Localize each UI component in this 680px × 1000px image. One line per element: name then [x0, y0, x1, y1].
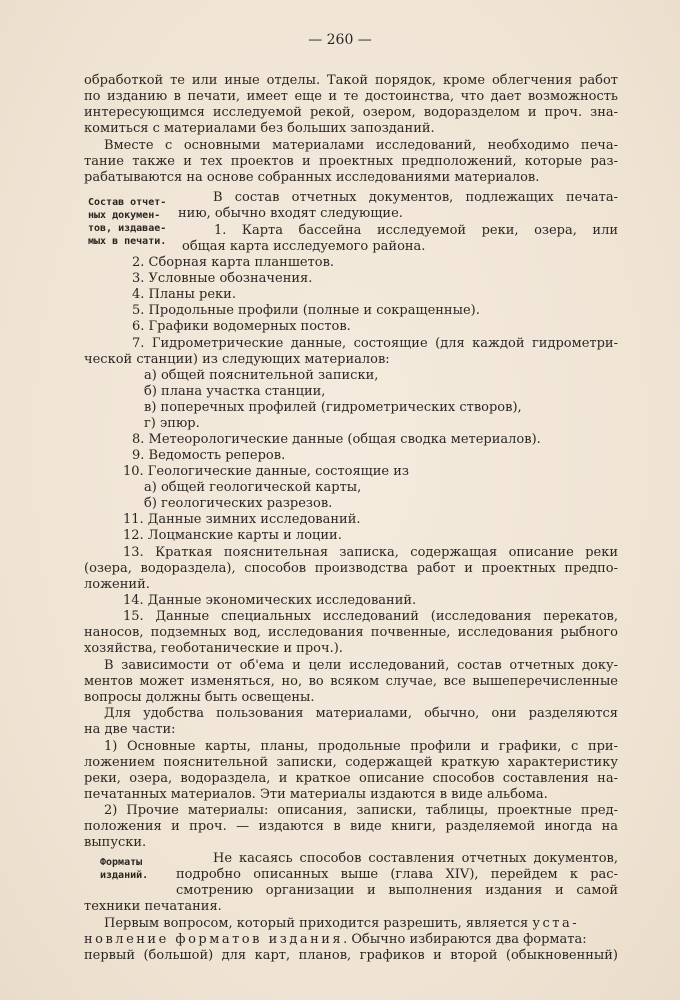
margin-note-sostav: Состав отчет- ных докумен- тов, издавае- мых в печати. — [88, 197, 167, 247]
text-line: Вместе с основными материалами исследований, необходимо печа- — [104, 138, 618, 153]
list-item: 8. Метеорологические данные (общая сводка метериалов). — [132, 432, 541, 447]
text-line: смотрению организации и выполнения издания и самой — [176, 883, 618, 898]
list-subitem: а) общей пояснительной записки, — [144, 368, 379, 383]
text-line: обработкой те или иные отделы. Такой порядок, кроме облегчения работ — [84, 73, 618, 88]
list-item: 13. Краткая пояснительная записка, содержащая описание реки — [123, 545, 618, 560]
text-line: положения и проч. — издаются в виде книги, разделяемой иногда на — [84, 819, 618, 834]
text-line: техники печатания. — [84, 899, 222, 914]
page-number: — 260 — — [308, 32, 372, 48]
text-line: первый (большой) для карт, планов, графиков и второй (обыкновенный) — [84, 948, 618, 963]
text-line: интересующимся исследуемой рекой, озером, водоразделом и проч. зна- — [84, 105, 618, 120]
list-item: 14. Данные экономических исследований. — [123, 593, 417, 608]
list-item: (озера, водораздела), способов производства работ и проектных предпо- — [84, 561, 618, 576]
list-item: хозяйства, геоботанические и проч.). — [84, 641, 343, 656]
text-line: ментов может изменяться, но, во всяком случае, все вышеперечисленные — [84, 674, 618, 689]
list-item: 15. Данные специальных исследований (исследования перекатов, — [123, 609, 618, 624]
list-item: 5. Продольные профили (полные и сокращенные). — [132, 303, 480, 318]
list-item: общая карта исследуемого района. — [182, 239, 426, 254]
text-line: вопросы должны быть освещены. — [84, 690, 315, 705]
text-line: реки, озера, водораздела, и краткое описание способов составления на- — [84, 771, 618, 786]
list-item: ложений. — [84, 577, 150, 592]
text-line: Для удобства пользования материалами, обычно, они разделяются — [104, 706, 618, 721]
margin-note-formaty: Форматы изданий. — [100, 857, 149, 881]
list-item: 11. Данные зимних исследований. — [123, 512, 361, 527]
text-line: выпуски. — [84, 835, 147, 850]
text-line: Первым вопросом, который приходится разрешить, является уста- — [104, 916, 580, 931]
text-line: 2) Прочие материалы: описания, записки, таблицы, проектные пред- — [104, 803, 618, 818]
text-line: по изданию в печати, имеет еще и те достоинства, что дает возможность — [84, 89, 618, 104]
list-item: 6. Графики водомерных постов. — [132, 319, 351, 334]
list-item: 4. Планы реки. — [132, 287, 236, 302]
text-line: 1) Основные карты, планы, продольные профили и графики, с при- — [104, 739, 618, 754]
list-item: 2. Сборная карта планшетов. — [132, 255, 335, 270]
list-subitem: в) поперечных профилей (гидрометрических створов), — [144, 400, 522, 415]
text-line: Не касаясь способов составления отчетных документов, — [213, 851, 618, 866]
list-item: 10. Геологические данные, состоящие из — [123, 464, 410, 479]
list-subitem: б) плана участка станции, — [144, 384, 326, 399]
text-line: на две части: — [84, 722, 176, 737]
text-line: ложением пояснительной записки, содержащей краткую характеристику — [84, 755, 618, 770]
list-item: 7. Гидрометрические данные, состоящие (для каждой гидрометри- — [132, 336, 618, 351]
list-item: 1. Карта бассейна исследуемой реки, озера, или — [214, 223, 618, 238]
text-line: рабатываются на основе собранных исследованиями материалов. — [84, 170, 540, 185]
text-line: комиться с материалами без больших запозданий. — [84, 121, 435, 136]
text-line: В зависимости от об'ема и цели исследований, состав отчетных доку- — [104, 658, 618, 673]
text-line: нию, обычно входят следующие. — [178, 206, 403, 221]
list-item: наносов, подземных вод, исследования почвенные, исследования рыбного — [84, 625, 618, 640]
text-line: печатанных материалов. Эти материалы издаются в виде альбома. — [84, 787, 548, 802]
text-line: В состав отчетных документов, подлежащих печата- — [213, 190, 618, 205]
text-line: тание также и тех проектов и проектных предположений, которые раз- — [84, 154, 618, 169]
text-line: новление форматов издания. Обычно избираются два формата: — [84, 932, 587, 947]
text-line: подробно описанных выше (глава XIV), перейдем к рас- — [176, 867, 618, 882]
list-item: ческой станции) из следующих материалов: — [84, 352, 390, 367]
list-item: 9. Ведомость реперов. — [132, 448, 286, 463]
list-item: 3. Условные обозначения. — [132, 271, 313, 286]
list-subitem: а) общей геологической карты, — [144, 480, 362, 495]
list-subitem: г) эпюр. — [144, 416, 200, 431]
list-item: 12. Лоцманские карты и лоции. — [123, 528, 342, 543]
list-subitem: б) геологических разрезов. — [144, 496, 333, 511]
